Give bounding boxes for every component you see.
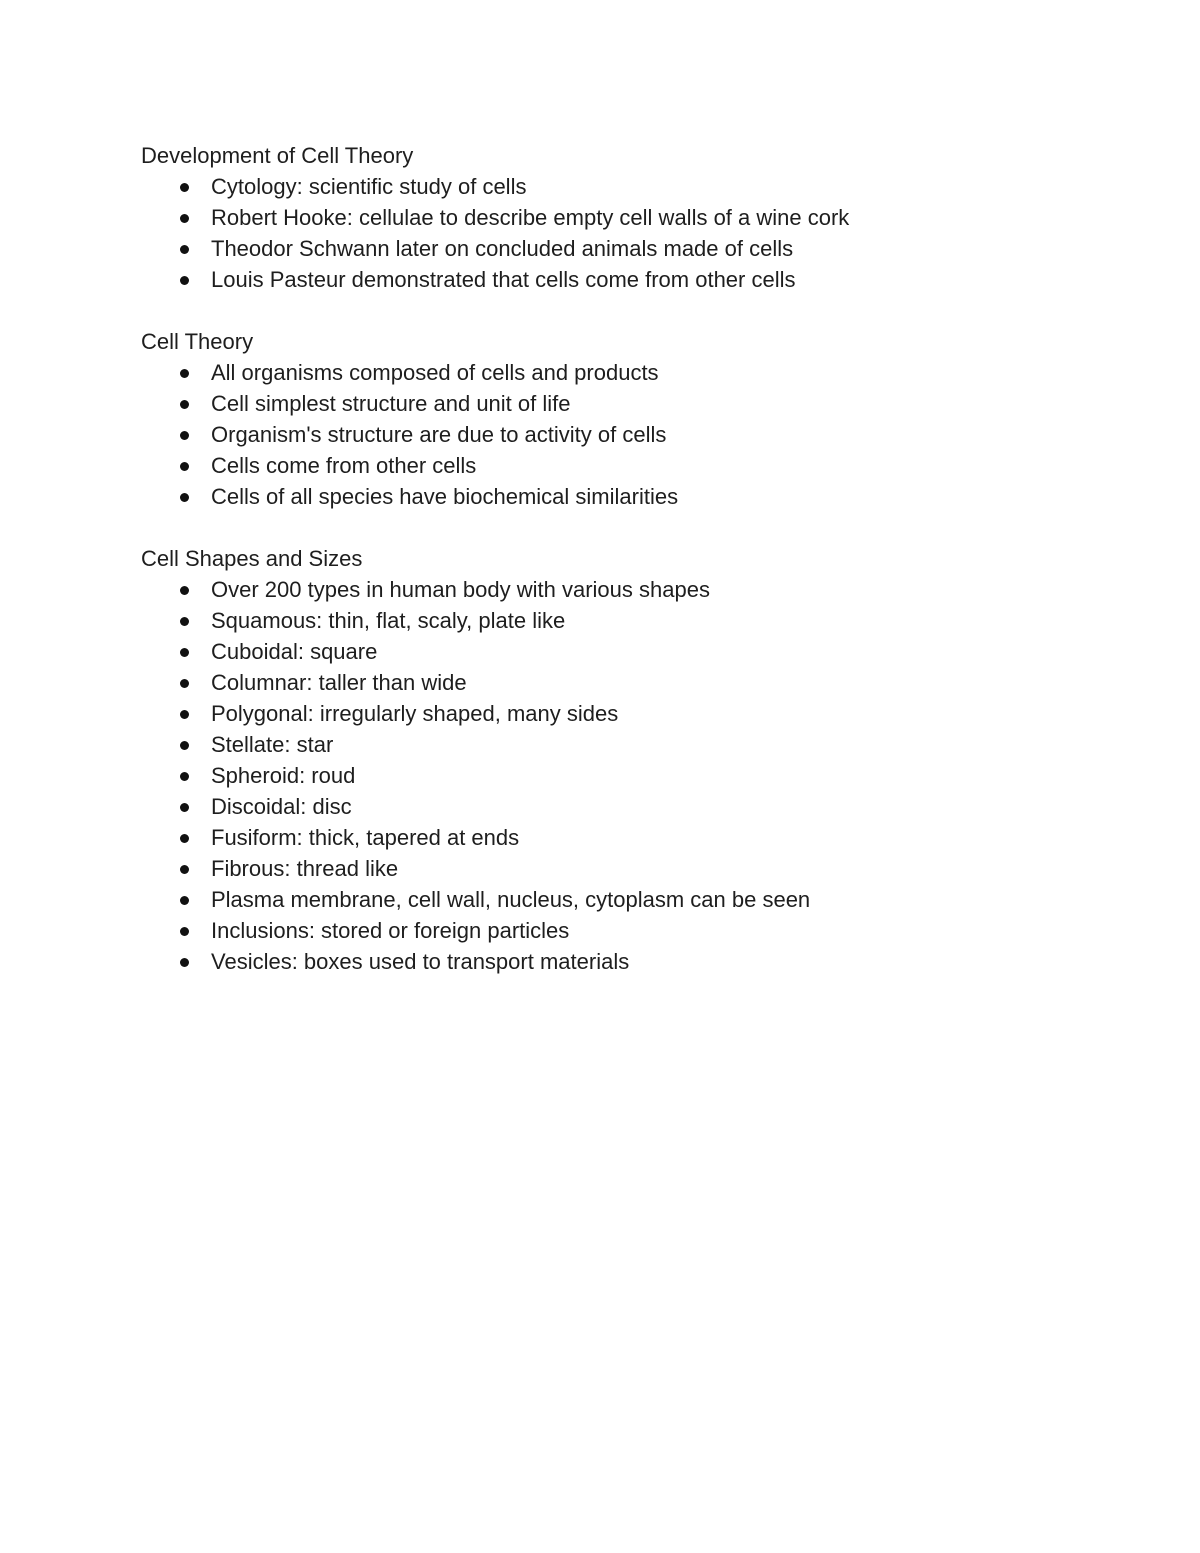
bullet-icon	[180, 741, 189, 750]
list-item-text: Cytology: scientific study of cells	[211, 174, 527, 199]
list-item	[141, 946, 1101, 977]
bullet-icon	[180, 958, 189, 967]
section-heading: Cell Shapes and Sizes	[141, 546, 363, 571]
bullet-icon	[180, 245, 189, 254]
list-item	[141, 760, 1101, 791]
list-item-text: Vesicles: boxes used to transport materials	[211, 949, 630, 974]
bullet-icon	[180, 772, 189, 781]
bullet-icon	[180, 710, 189, 719]
list-item	[141, 388, 1101, 419]
list-item-text: Theodor Schwann later on concluded animals made of cells	[211, 236, 794, 261]
list-item-text: Cuboidal: square	[211, 639, 378, 664]
list-item	[141, 915, 1101, 946]
list-item	[141, 729, 1101, 760]
list-item-text: Cell simplest structure and unit of life	[211, 391, 571, 416]
list-item	[141, 636, 1101, 667]
bullet-icon	[180, 586, 189, 595]
list-item-text: Fusiform: thick, tapered at ends	[211, 825, 520, 850]
section-cell-shapes-and-sizes	[141, 543, 1101, 977]
document-content	[141, 140, 1101, 1008]
bullet-list	[141, 574, 1101, 977]
list-item	[141, 698, 1101, 729]
list-item-text: Plasma membrane, cell wall, nucleus, cytoplasm can be seen	[211, 887, 811, 912]
list-item	[141, 574, 1101, 605]
bullet-icon	[180, 803, 189, 812]
list-item-text: Over 200 types in human body with various shapes	[211, 577, 710, 602]
list-item	[141, 357, 1101, 388]
bullet-icon	[180, 865, 189, 874]
list-item-text: Fibrous: thread like	[211, 856, 399, 881]
list-item	[141, 264, 1101, 295]
list-item-text: Columnar: taller than wide	[211, 670, 467, 695]
list-item-text: Spheroid: roud	[211, 763, 356, 788]
list-item	[141, 605, 1101, 636]
bullet-icon	[180, 617, 189, 626]
list-item-text: Cells of all species have biochemical similarities	[211, 484, 679, 509]
bullet-icon	[180, 369, 189, 378]
bullet-icon	[180, 927, 189, 936]
bullet-icon	[180, 400, 189, 409]
section-heading: Cell Theory	[141, 329, 254, 354]
bullet-icon	[180, 431, 189, 440]
bullet-icon	[180, 493, 189, 502]
list-item-text: Polygonal: irregularly shaped, many sides	[211, 701, 619, 726]
list-item-text: Inclusions: stored or foreign particles	[211, 918, 570, 943]
list-item	[141, 791, 1101, 822]
list-item-text: Stellate: star	[211, 732, 334, 757]
list-item	[141, 419, 1101, 450]
list-item-text: Cells come from other cells	[211, 453, 477, 478]
list-item	[141, 667, 1101, 698]
list-item-text: Robert Hooke: cellulae to describe empty cell walls of a wine cork	[211, 205, 850, 230]
list-item-text: Organism's structure are due to activity of cells	[211, 422, 667, 447]
bullet-list	[141, 357, 1101, 512]
list-item	[141, 884, 1101, 915]
list-item-text: Louis Pasteur demonstrated that cells come from other cells	[211, 267, 796, 292]
list-item	[141, 822, 1101, 853]
bullet-icon	[180, 276, 189, 285]
bullet-icon	[180, 214, 189, 223]
list-item	[141, 450, 1101, 481]
section-heading: Development of Cell Theory	[141, 143, 414, 168]
bullet-list	[141, 171, 1101, 295]
list-item	[141, 853, 1101, 884]
list-item-text: Squamous: thin, flat, scaly, plate like	[211, 608, 566, 633]
bullet-icon	[180, 834, 189, 843]
section-development-of-cell-theory	[141, 140, 1101, 295]
list-item-text: Discoidal: disc	[211, 794, 352, 819]
bullet-icon	[180, 183, 189, 192]
bullet-icon	[180, 462, 189, 471]
bullet-icon	[180, 679, 189, 688]
list-item	[141, 481, 1101, 512]
section-cell-theory	[141, 326, 1101, 512]
list-item	[141, 233, 1101, 264]
list-item	[141, 171, 1101, 202]
list-item	[141, 202, 1101, 233]
bullet-icon	[180, 896, 189, 905]
bullet-icon	[180, 648, 189, 657]
list-item-text: All organisms composed of cells and products	[211, 360, 659, 385]
